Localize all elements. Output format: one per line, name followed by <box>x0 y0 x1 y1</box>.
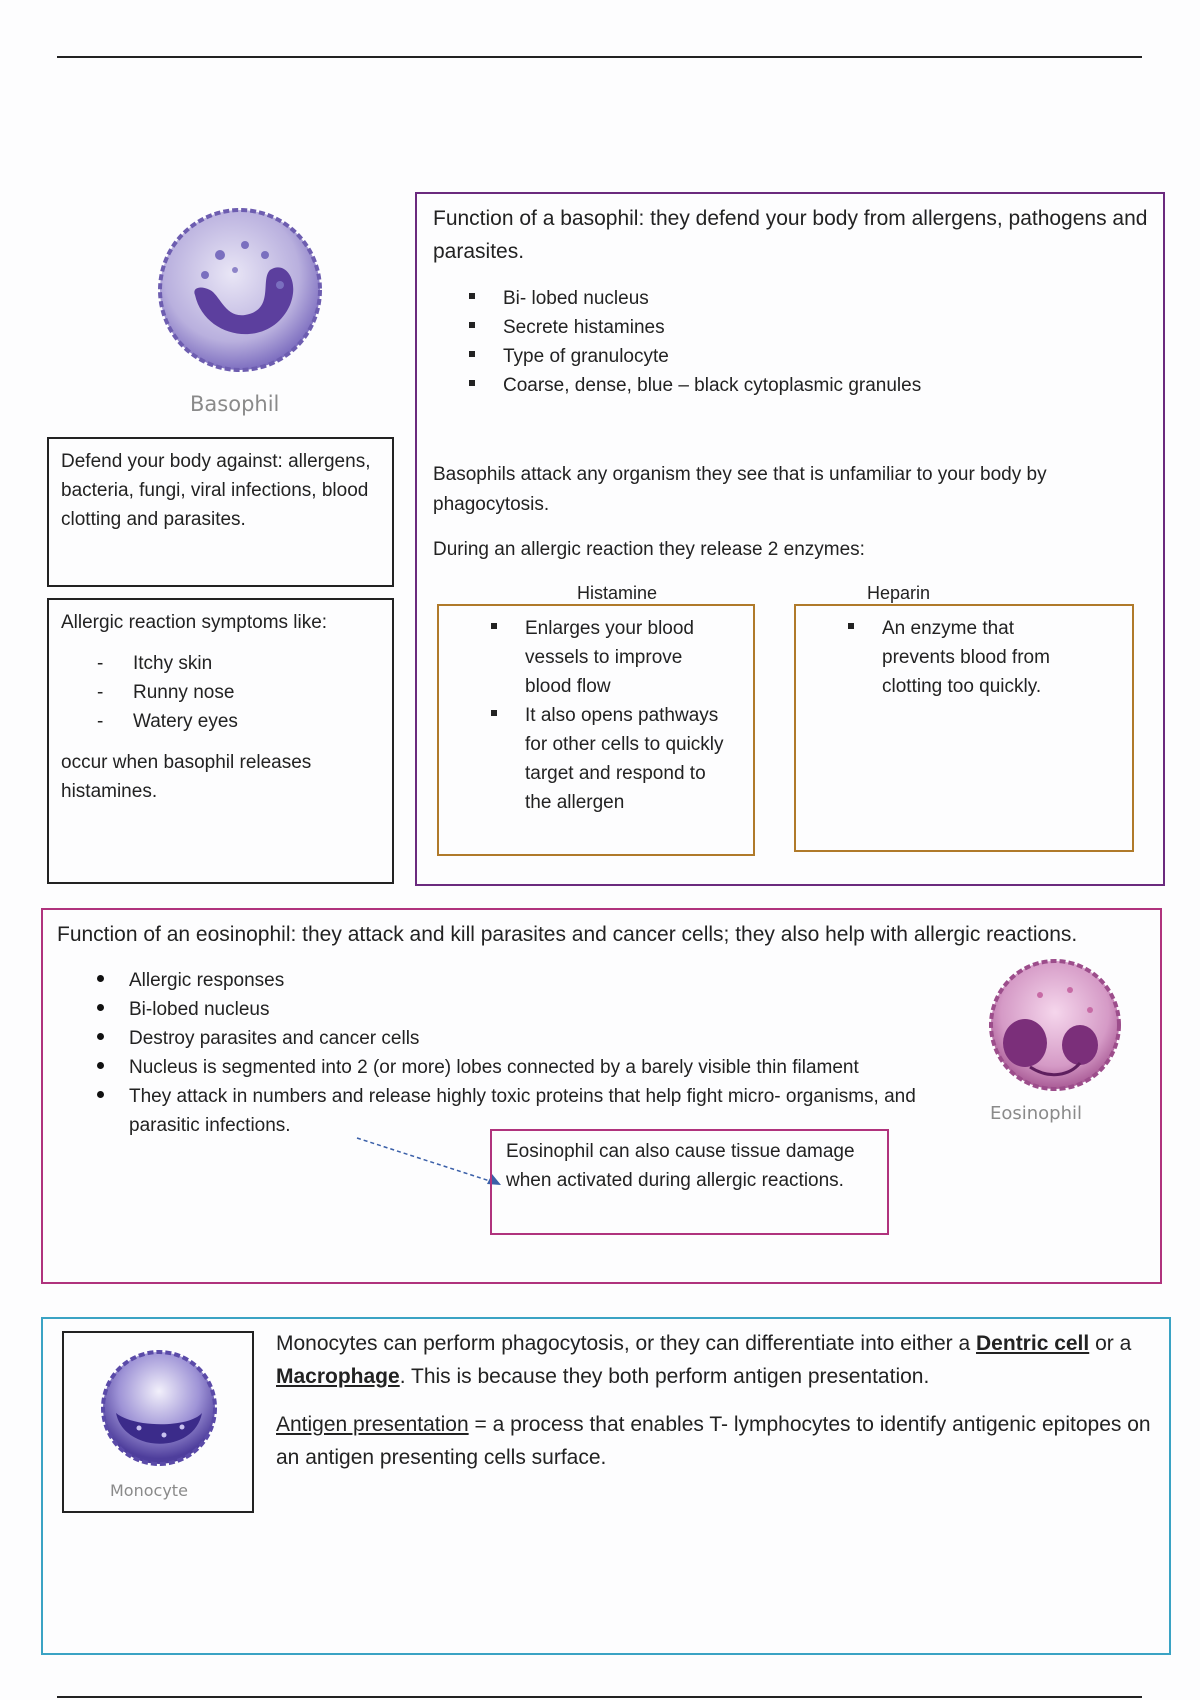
list-item: An enzyme that prevents blood from clotting too quickly. <box>844 614 1084 701</box>
list-item: Allergic responses <box>93 966 973 995</box>
list-item: Coarse, dense, blue – black cytoplasmic granules <box>465 371 1125 400</box>
basophil-cell-icon <box>150 200 330 390</box>
list-item: It also opens pathways for other cells to quickly target and respond to the allergen <box>487 701 727 817</box>
monocyte-caption: Monocyte <box>110 1481 188 1500</box>
list-item: Enlarges your blood vessels to improve blood flow <box>487 614 727 701</box>
list-item: Type of granulocyte <box>465 342 1125 371</box>
list-item: Nucleus is segmented into 2 (or more) lobes connected by a barely visible thin filament <box>93 1053 973 1082</box>
arrow-icon <box>353 1132 513 1192</box>
histamine-list <box>487 614 727 817</box>
heparin-box <box>794 604 1134 852</box>
eosinophil-image <box>968 955 1148 1130</box>
basophil-features-list <box>465 284 1125 400</box>
monocyte-text-c: . This is because they both perform antigen presentation. <box>399 1365 930 1388</box>
heparin-list <box>844 614 1084 701</box>
monocyte-cell-icon <box>94 1343 224 1473</box>
monocyte-box <box>41 1317 1171 1655</box>
list-item: - Watery eyes <box>97 707 380 736</box>
symptoms-box <box>47 598 394 884</box>
list-item: - Itchy skin <box>97 649 380 678</box>
bottom-rule <box>57 1696 1142 1698</box>
symptoms-intro: Allergic reaction symptoms like: <box>61 612 328 633</box>
list-item: They attack in numbers and release highly toxic proteins that help fight micro- organisms, and parasitic infections. <box>93 1082 973 1140</box>
list-item: Bi- lobed nucleus <box>465 284 1125 313</box>
eosinophil-box <box>41 908 1162 1284</box>
basophil-function-box <box>415 192 1165 886</box>
list-item: Destroy parasites and cancer cells <box>93 1024 973 1053</box>
eosinophil-features-list <box>93 966 973 1140</box>
monocyte-text-a: Monocytes can perform phagocytosis, or they can differentiate into either a <box>276 1332 971 1355</box>
monocyte-image <box>62 1331 254 1513</box>
histamine-title: Histamine <box>577 583 658 603</box>
enzymes-intro: During an allergic reaction they release 2 enzymes: <box>433 539 865 560</box>
symptoms-list <box>97 649 380 736</box>
eosinophil-callout-box <box>490 1129 889 1235</box>
eosinophil-function-text: Function of an eosinophil: they attack and kill parasites and cancer cells; they also help with allergic reactions. <box>57 923 1078 946</box>
eosinophil-cell-icon <box>980 955 1130 1095</box>
term-macrophage: Macrophage <box>276 1365 400 1388</box>
term-dendritic-cell: Dentric cell <box>976 1332 1090 1355</box>
antigen-presentation-text <box>276 1408 1156 1474</box>
monocyte-text <box>276 1327 1156 1393</box>
basophil-function-text: Function of a basophil: they defend your body from allergens, pathogens and parasites. <box>433 207 1148 263</box>
histamine-box <box>437 604 755 856</box>
defend-text: Defend your body against: allergens, bacteria, fungi, viral infections, blood clotting and parasites. <box>61 451 371 530</box>
basophil-attack-text: Basophils attack any organism they see that is unfamiliar to your body by phagocytosis. <box>433 464 1047 515</box>
antigen-presentation-definition: = a process that enables T- lymphocytes to identify antigenic epitopes on an antigen presenting cells surface. <box>276 1413 1151 1469</box>
monocyte-text-b: or a <box>1095 1332 1132 1355</box>
basophil-caption: Basophil <box>190 392 280 416</box>
eosinophil-callout-text: Eosinophil can also cause tissue damage when activated during allergic reactions. <box>506 1141 855 1191</box>
list-item: Secrete histamines <box>465 313 1125 342</box>
list-item: Bi-lobed nucleus <box>93 995 973 1024</box>
list-item: - Runny nose <box>97 678 380 707</box>
heparin-title: Heparin <box>867 583 931 603</box>
basophil-image <box>150 200 330 425</box>
symptoms-outro: occur when basophil releases histamines. <box>61 752 312 802</box>
eosinophil-caption: Eosinophil <box>990 1103 1083 1124</box>
antigen-presentation-term: Antigen presentation <box>276 1413 469 1436</box>
top-rule <box>57 56 1142 58</box>
defend-box <box>47 437 394 587</box>
